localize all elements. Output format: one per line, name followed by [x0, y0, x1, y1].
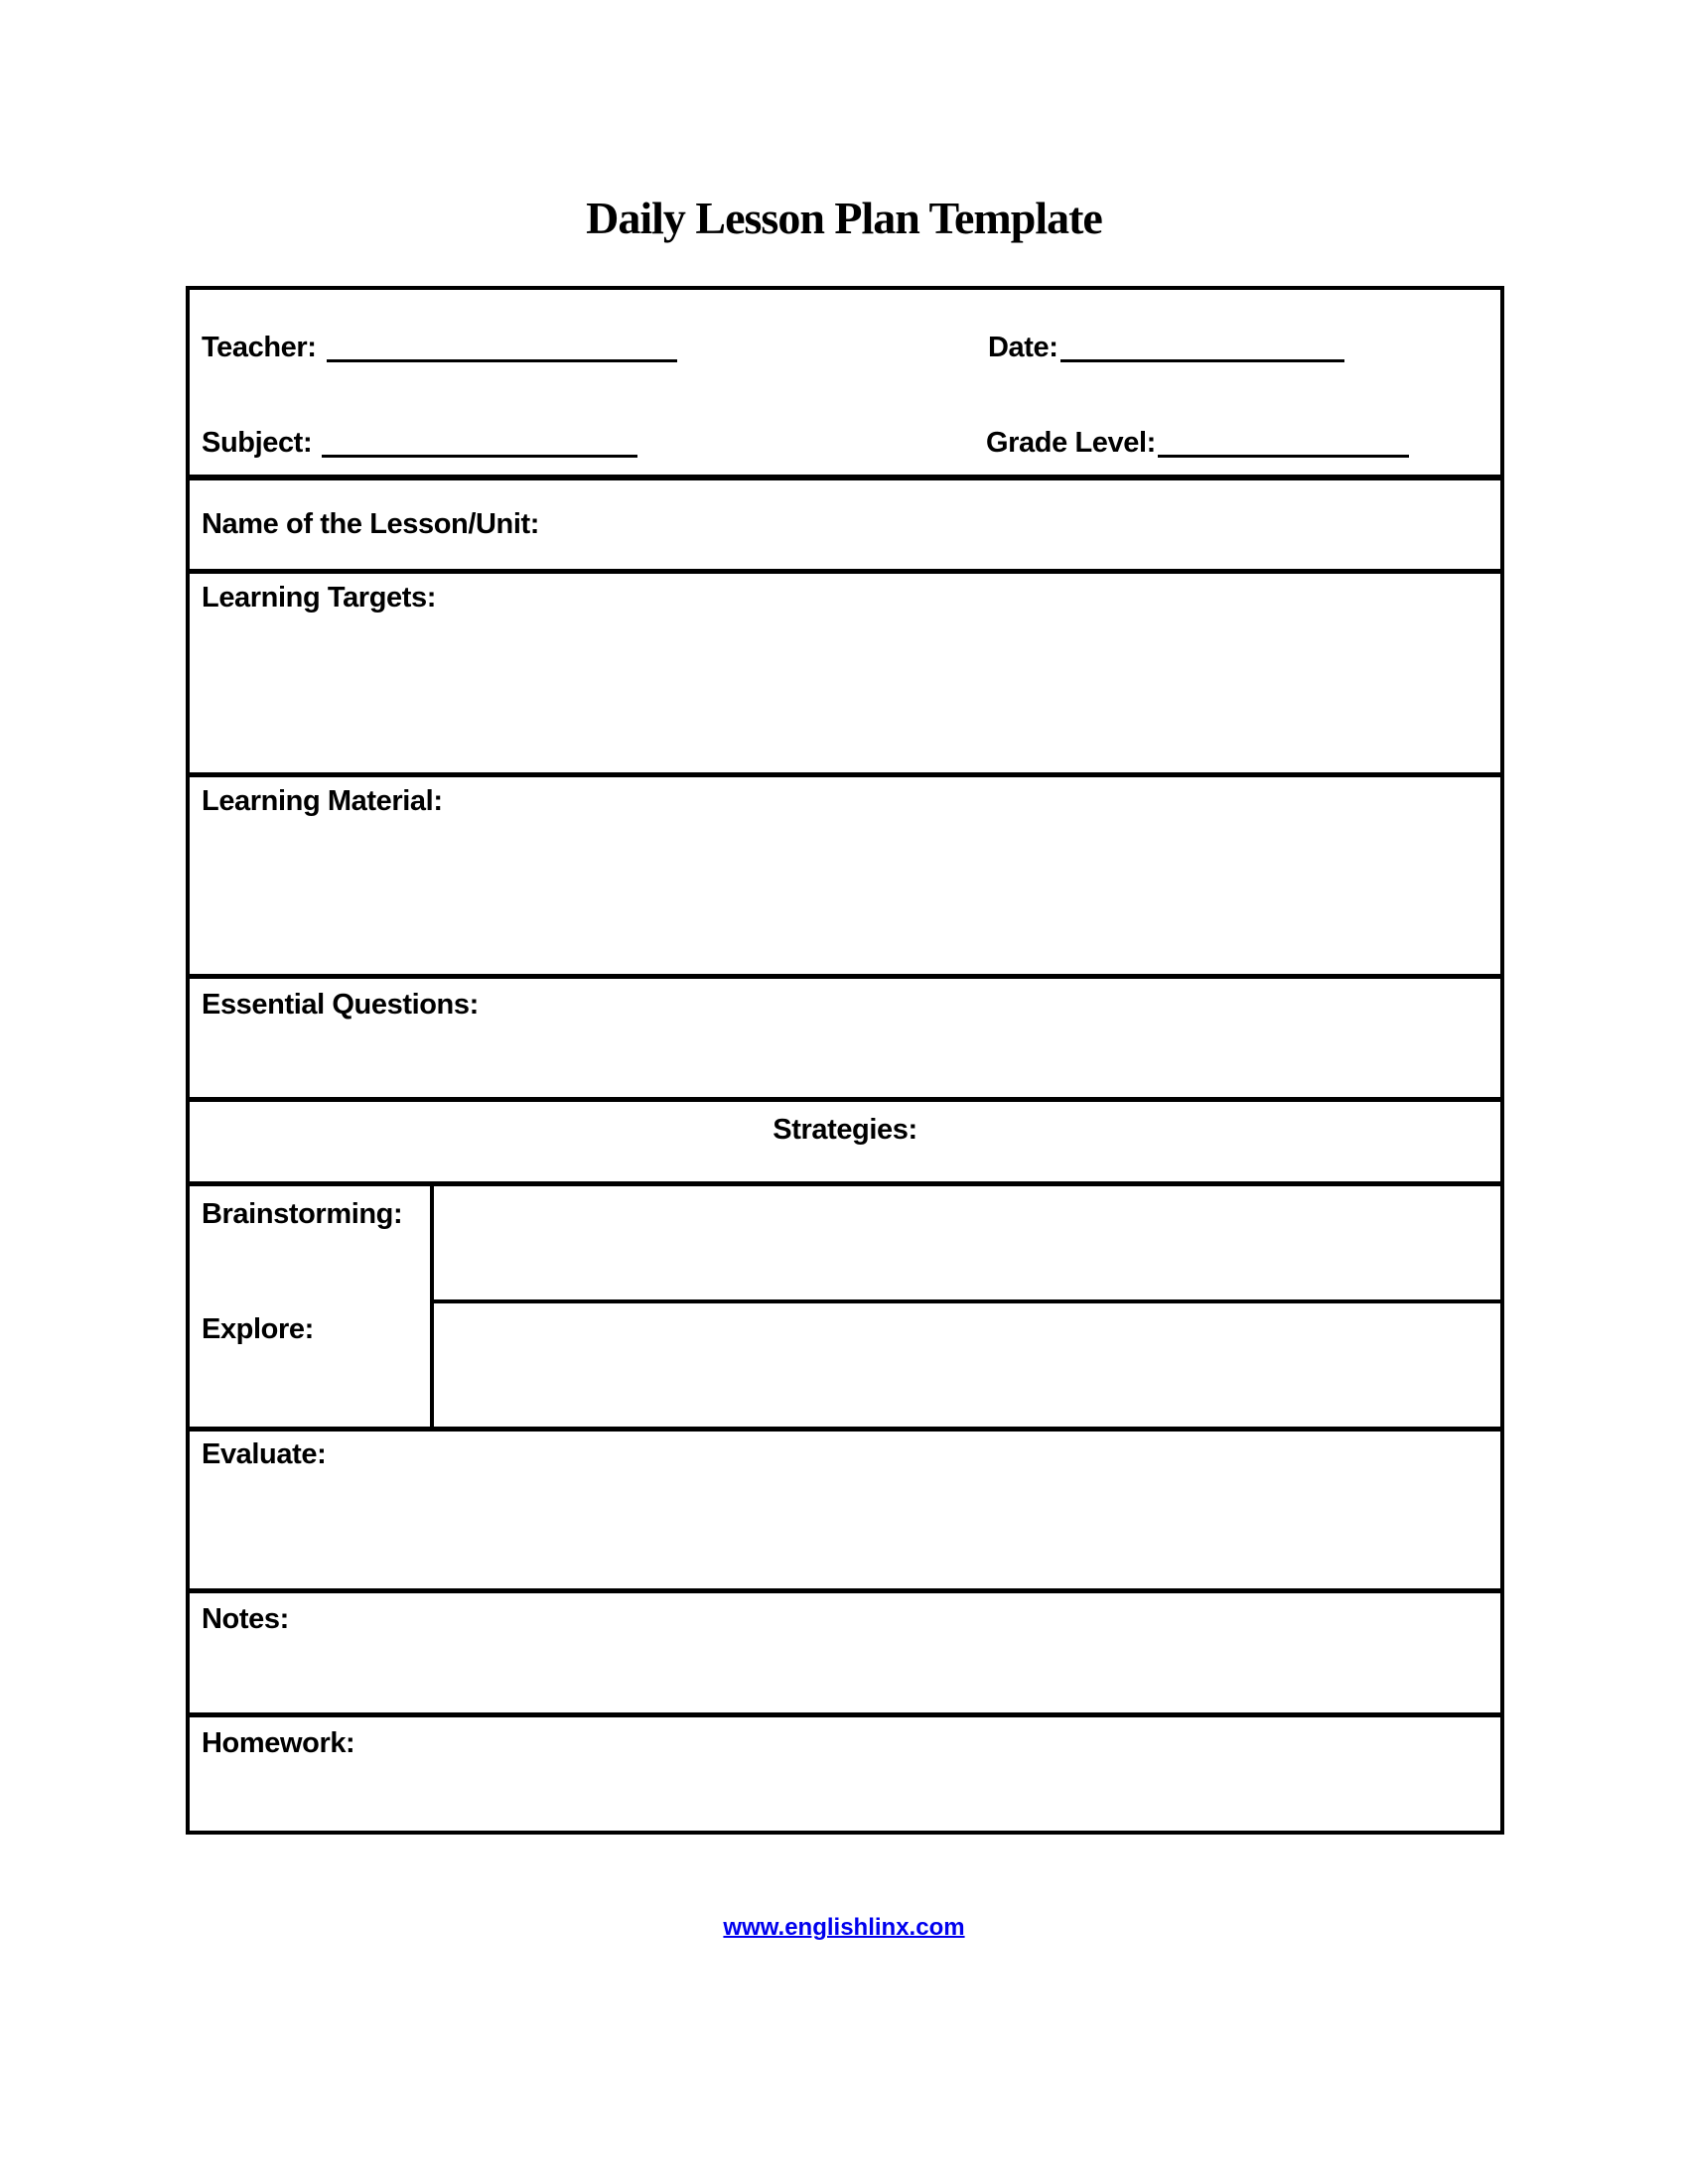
- strategies-header-row: [190, 1097, 1500, 1181]
- essential-questions-row: [190, 974, 1500, 1097]
- evaluate-label: Evaluate:: [202, 1438, 327, 1470]
- learning-targets-label: Learning Targets:: [202, 582, 436, 614]
- lesson-name-row: [190, 475, 1500, 569]
- notes-row: [190, 1588, 1500, 1712]
- date-blank-line: [1060, 359, 1344, 362]
- learning-material-row: [190, 772, 1500, 974]
- learning-material-label: Learning Material:: [202, 785, 443, 817]
- essential-questions-label: Essential Questions:: [202, 989, 479, 1021]
- homework-row: [190, 1712, 1500, 1831]
- website-link[interactable]: www.englishlinx.com: [723, 1914, 965, 1941]
- learning-targets-row: [190, 569, 1500, 772]
- strategies-content-column: [434, 1186, 1500, 1427]
- explore-content-cell: [434, 1307, 1500, 1427]
- teacher-label: Teacher:: [202, 332, 317, 363]
- page-title: Daily Lesson Plan Template: [586, 193, 1102, 243]
- strategies-label: Strategies:: [773, 1114, 917, 1146]
- lesson-plan-table: [186, 286, 1504, 1835]
- date-field: [988, 332, 1344, 364]
- header-info-row: [190, 290, 1500, 475]
- footer: [0, 1914, 1688, 1942]
- strategies-body-row: [190, 1181, 1500, 1427]
- lesson-name-label: Name of the Lesson/Unit:: [202, 508, 540, 540]
- notes-label: Notes:: [202, 1603, 289, 1635]
- subject-label: Subject:: [202, 427, 313, 459]
- strategies-label-column: [190, 1186, 434, 1427]
- teacher-blank-line: [327, 359, 677, 362]
- subject-field: [202, 427, 637, 460]
- evaluate-row: [190, 1427, 1500, 1588]
- brainstorming-content-cell: [434, 1186, 1500, 1303]
- date-label: Date:: [988, 332, 1058, 363]
- brainstorming-label: Brainstorming:: [202, 1198, 403, 1230]
- grade-level-blank-line: [1158, 455, 1409, 458]
- grade-level-label: Grade Level:: [986, 427, 1156, 459]
- teacher-field: [202, 332, 677, 364]
- explore-label: Explore:: [202, 1313, 314, 1345]
- homework-label: Homework:: [202, 1727, 355, 1759]
- subject-blank-line: [322, 455, 637, 458]
- grade-level-field: [986, 427, 1409, 460]
